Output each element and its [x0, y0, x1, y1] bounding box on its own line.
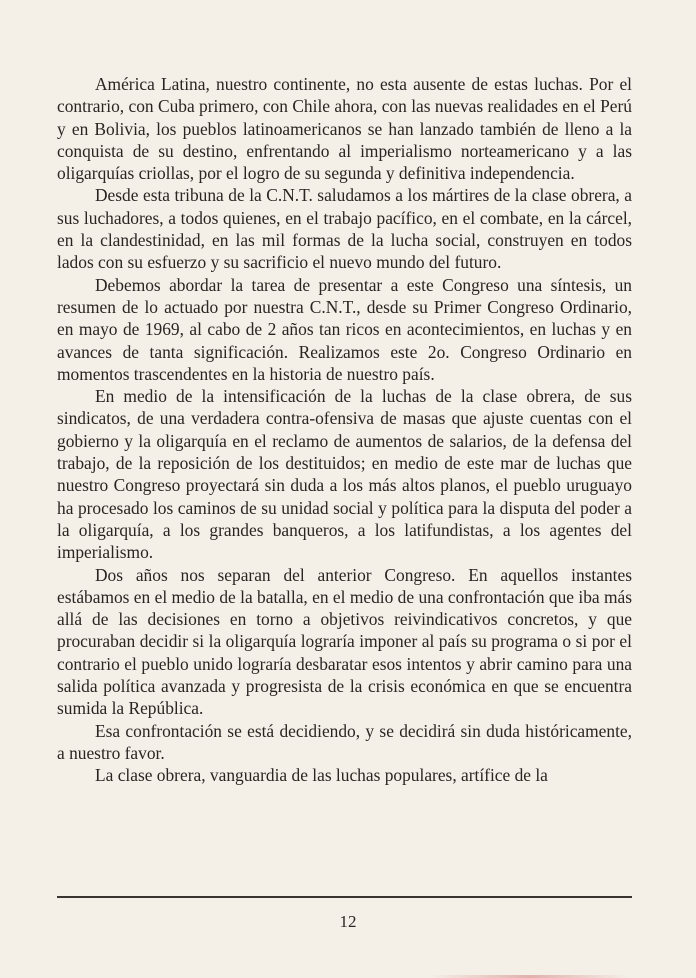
- footer-rule: [57, 896, 632, 898]
- paragraph: Dos años nos separan del anterior Congreso. En aquellos instantes estábamos en el medio de la batalla, en el medio de una confrontación que iba más allá de las decisiones en torno a objetivos reivindicativos concretos, y que procuraban decidir si la oligarquía lograría imponer al país su programa o si por el contrario el pueblo unido lograría desbaratar esos intentos y abrir camino para una salida política avanzada y progresista de la crisis económica en que se encuentra sumida la República.: [57, 564, 632, 719]
- paragraph: En medio de la intensificación de la luchas de la clase obrera, de sus sindicatos, de una verdadera contra-ofensiva de masas que ajuste cuentas con el gobierno y la oligarquía en el reclamo de aumentos de salarios, de la defensa del trabajo, de la reposición de los destituidos; en medio de este mar de luchas que nuestro Congreso proyectará sin duda a los más altos planos, el pueblo uruguayo ha procesado los caminos de su unidad social y política para la disputa del poder a la oligarquía, a los grandes banqueros, a los latifundistas, a los agentes del imperialismo.: [57, 386, 632, 563]
- paragraph: Esa confrontación se está decidiendo, y se decidirá sin duda históricamente, a nuestro favor.: [57, 720, 632, 763]
- body-text: [57, 73, 632, 787]
- page-number: 12: [339, 912, 357, 931]
- paragraph: La clase obrera, vanguardia de las luchas populares, artífice de la: [95, 765, 548, 786]
- paragraph: América Latina, nuestro continente, no esta ausente de estas luchas. Por el contrario, con Cuba primero, con Chile ahora, con las nuevas realidades en el Perú y en Bolivia, los pueblos latinoamericanos se han lanzado también de lleno a la conquista de su destino, enfrentando al imperialismo norteamericano y a las oligarquías criollas, por el logro de su segunda y definitiva independencia.: [57, 74, 632, 184]
- paragraph: Desde esta tribuna de la C.N.T. saludamos a los mártires de la clase obrera, a sus luchadores, a todos quienes, en el trabajo pacífico, en el combate, en la cárcel, en la clandestinidad, en las mil formas de la lucha social, construyen en todos lados con su esfuerzo y su sacrificio el nuevo mundo del futuro.: [57, 185, 632, 273]
- paragraph: Debemos abordar la tarea de presentar a este Congreso una síntesis, un resumen de lo actuado por nuestra C.N.T., desde su Primer Congreso Ordinario, en mayo de 1969, al cabo de 2 años tan ricos en acontecimientos, en luchas y en avances de tanta significación. Realizamos este 2o. Congreso Ordinario en momentos trascendentes en la historia de nuestro país.: [57, 274, 632, 384]
